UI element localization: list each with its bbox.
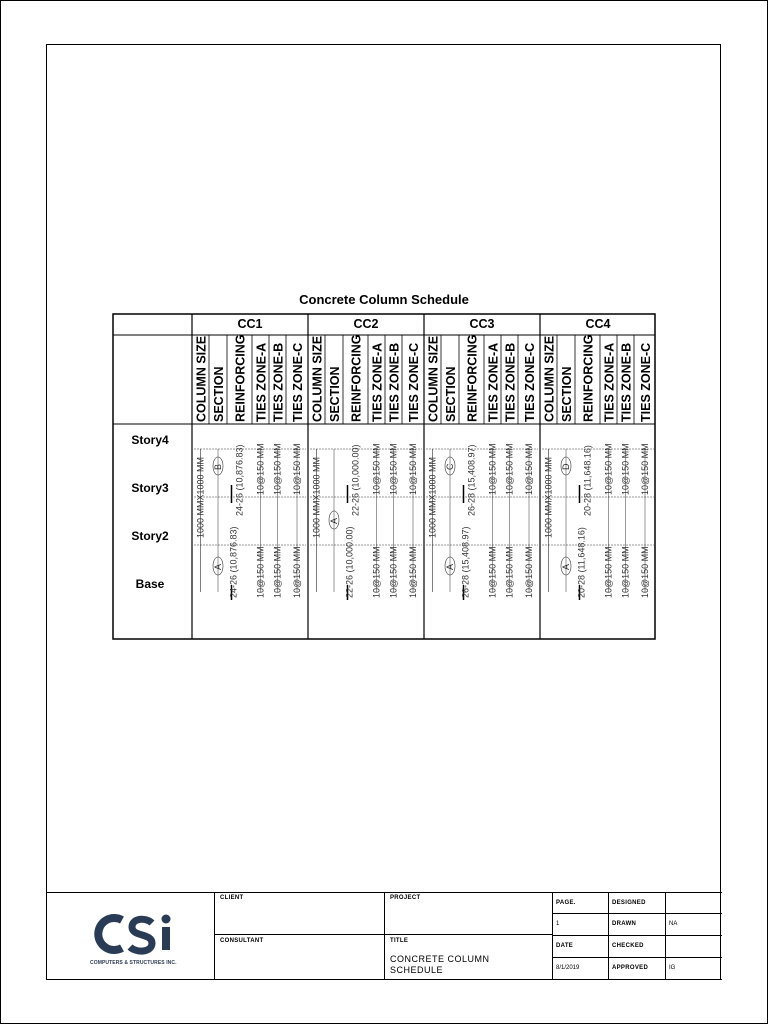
date-value: 8/1/2019 — [556, 965, 580, 971]
story-label-story2: Story2 — [131, 529, 169, 543]
reinforcing-upper-text: 24-26 (10,876.83) — [234, 444, 245, 516]
drawing-title-line1: CONCRETE COLUMN — [390, 954, 490, 964]
drawing-title-line2: SCHEDULE — [390, 965, 444, 975]
sub-header-section: SECTION — [212, 366, 226, 422]
story-label-story3: Story3 — [131, 481, 169, 495]
designed-label: DESIGNED — [612, 900, 646, 906]
sub-header-ties-zone-b: TIES ZONE-B — [503, 342, 518, 422]
consultant-label: CONSULTANT — [220, 938, 264, 944]
client-label: CLIENT — [220, 895, 244, 901]
sub-header-ties-zone-b: TIES ZONE-B — [387, 342, 402, 422]
sub-header-ties-zone-a: TIES ZONE-A — [370, 342, 385, 422]
ties-lower-text: 10@150 MM — [292, 546, 302, 598]
story-label-story4: Story4 — [131, 433, 169, 447]
schedule-title: Concrete Column Schedule — [299, 292, 469, 307]
page-label: PAGE. — [556, 900, 576, 906]
column-header-cc1: CC1 — [237, 317, 263, 331]
sub-header-ties-zone-c: TIES ZONE-C — [407, 342, 421, 422]
section-label-b: B — [213, 463, 223, 470]
sub-header-reinforcing: REINFORCING — [233, 334, 248, 422]
column-header-cc3: CC3 — [469, 317, 495, 331]
title-label: TITLE — [390, 938, 409, 944]
reinforcing-lower-text: 20-28 (11,648.16) — [576, 527, 587, 598]
drawn-label: DRAWN — [612, 921, 637, 927]
ties-upper-text: 10@150 MM — [620, 443, 631, 495]
sub-header-ties-zone-a: TIES ZONE-A — [254, 342, 269, 422]
section-label-a: A — [561, 563, 571, 570]
ties-upper-text: 10@150 MM — [371, 443, 382, 495]
sub-header-section: SECTION — [328, 366, 342, 422]
ties-upper-text: 10@150 MM — [255, 443, 266, 495]
ties-upper-text: 10@150 MM — [388, 443, 399, 495]
sub-header-reinforcing: REINFORCING — [465, 334, 480, 422]
ties-upper-text: 10@150 MM — [504, 443, 515, 495]
sub-header-column-size: COLUMN SIZE — [426, 335, 441, 422]
ties-upper-text: 10@150 MM — [272, 443, 283, 495]
title-block — [46, 892, 722, 980]
reinforcing-lower-text: 26-28 (15,408.97) — [460, 526, 471, 598]
approved-value: IG — [669, 965, 676, 971]
column-header-cc2: CC2 — [353, 317, 379, 331]
column-size-text: 1000 MMX1000 MM — [311, 456, 322, 538]
section-label-a: A — [213, 563, 223, 570]
sub-header-reinforcing: REINFORCING — [581, 334, 596, 422]
approved-label: APPROVED — [612, 965, 649, 971]
section-label-a: A — [329, 517, 339, 524]
ties-lower-text: 10@150 MM — [388, 546, 399, 598]
date-label: DATE — [556, 943, 574, 949]
column-size-text: 1000 MMX1000 MM — [543, 456, 554, 538]
ties-upper-text: 10@150 MM — [408, 443, 418, 495]
reinforcing-lower-text: 22-26 (10,000.00) — [344, 526, 355, 598]
column-size-text: 1000 MMX1000 MM — [195, 456, 206, 538]
project-label: PROJECT — [390, 895, 421, 901]
reinforcing-upper-text: 22-26 (10,000.00) — [350, 444, 361, 516]
reinforcing-upper-text: 20-28 (11,648.16) — [582, 445, 593, 516]
ties-lower-text: 10@150 MM — [255, 546, 266, 598]
ties-upper-text: 10@150 MM — [603, 443, 614, 495]
ties-upper-text: 10@150 MM — [640, 443, 650, 495]
ties-lower-text: 10@150 MM — [524, 546, 534, 598]
section-label-a: A — [445, 563, 455, 570]
ties-lower-text: 10@150 MM — [487, 546, 498, 598]
sub-header-section: SECTION — [560, 366, 574, 422]
sub-header-column-size: COLUMN SIZE — [310, 335, 325, 422]
ties-upper-text: 10@150 MM — [292, 443, 302, 495]
column-header-cc4: CC4 — [585, 317, 611, 331]
sub-header-ties-zone-b: TIES ZONE-B — [619, 342, 634, 422]
ties-lower-text: 10@150 MM — [371, 546, 382, 598]
sub-header-ties-zone-a: TIES ZONE-A — [486, 342, 501, 422]
ties-lower-text: 10@150 MM — [603, 546, 614, 598]
sub-header-column-size: COLUMN SIZE — [542, 335, 557, 422]
ties-lower-text: 10@150 MM — [620, 546, 631, 598]
ties-lower-text: 10@150 MM — [272, 546, 283, 598]
story-label-base: Base — [135, 577, 165, 591]
ties-lower-text: 10@150 MM — [408, 546, 418, 598]
sub-header-ties-zone-b: TIES ZONE-B — [271, 342, 286, 422]
sub-header-reinforcing: REINFORCING — [349, 334, 364, 422]
sub-header-ties-zone-c: TIES ZONE-C — [639, 342, 653, 422]
ties-lower-text: 10@150 MM — [504, 546, 515, 598]
reinforcing-upper-text: 26-28 (15,408.97) — [466, 444, 477, 516]
section-label-c: C — [445, 463, 455, 470]
sub-header-ties-zone-c: TIES ZONE-C — [523, 342, 537, 422]
reinforcing-lower-text: 24-26 (10,876.83) — [228, 526, 239, 598]
drawn-value: NA — [669, 921, 678, 927]
logo-tagline: COMPUTERS & STRUCTURES INC. — [90, 960, 177, 966]
page-value: 1 — [556, 921, 560, 927]
sub-header-ties-zone-c: TIES ZONE-C — [291, 342, 305, 422]
sub-header-column-size: COLUMN SIZE — [194, 335, 209, 422]
ties-lower-text: 10@150 MM — [640, 546, 650, 598]
sub-header-ties-zone-a: TIES ZONE-A — [602, 342, 617, 422]
ties-upper-text: 10@150 MM — [487, 443, 498, 495]
column-size-text: 1000 MMX1000 MM — [427, 456, 438, 538]
ties-upper-text: 10@150 MM — [524, 443, 534, 495]
checked-label: CHECKED — [612, 943, 644, 949]
section-label-d: D — [561, 463, 571, 470]
sub-header-section: SECTION — [444, 366, 458, 422]
